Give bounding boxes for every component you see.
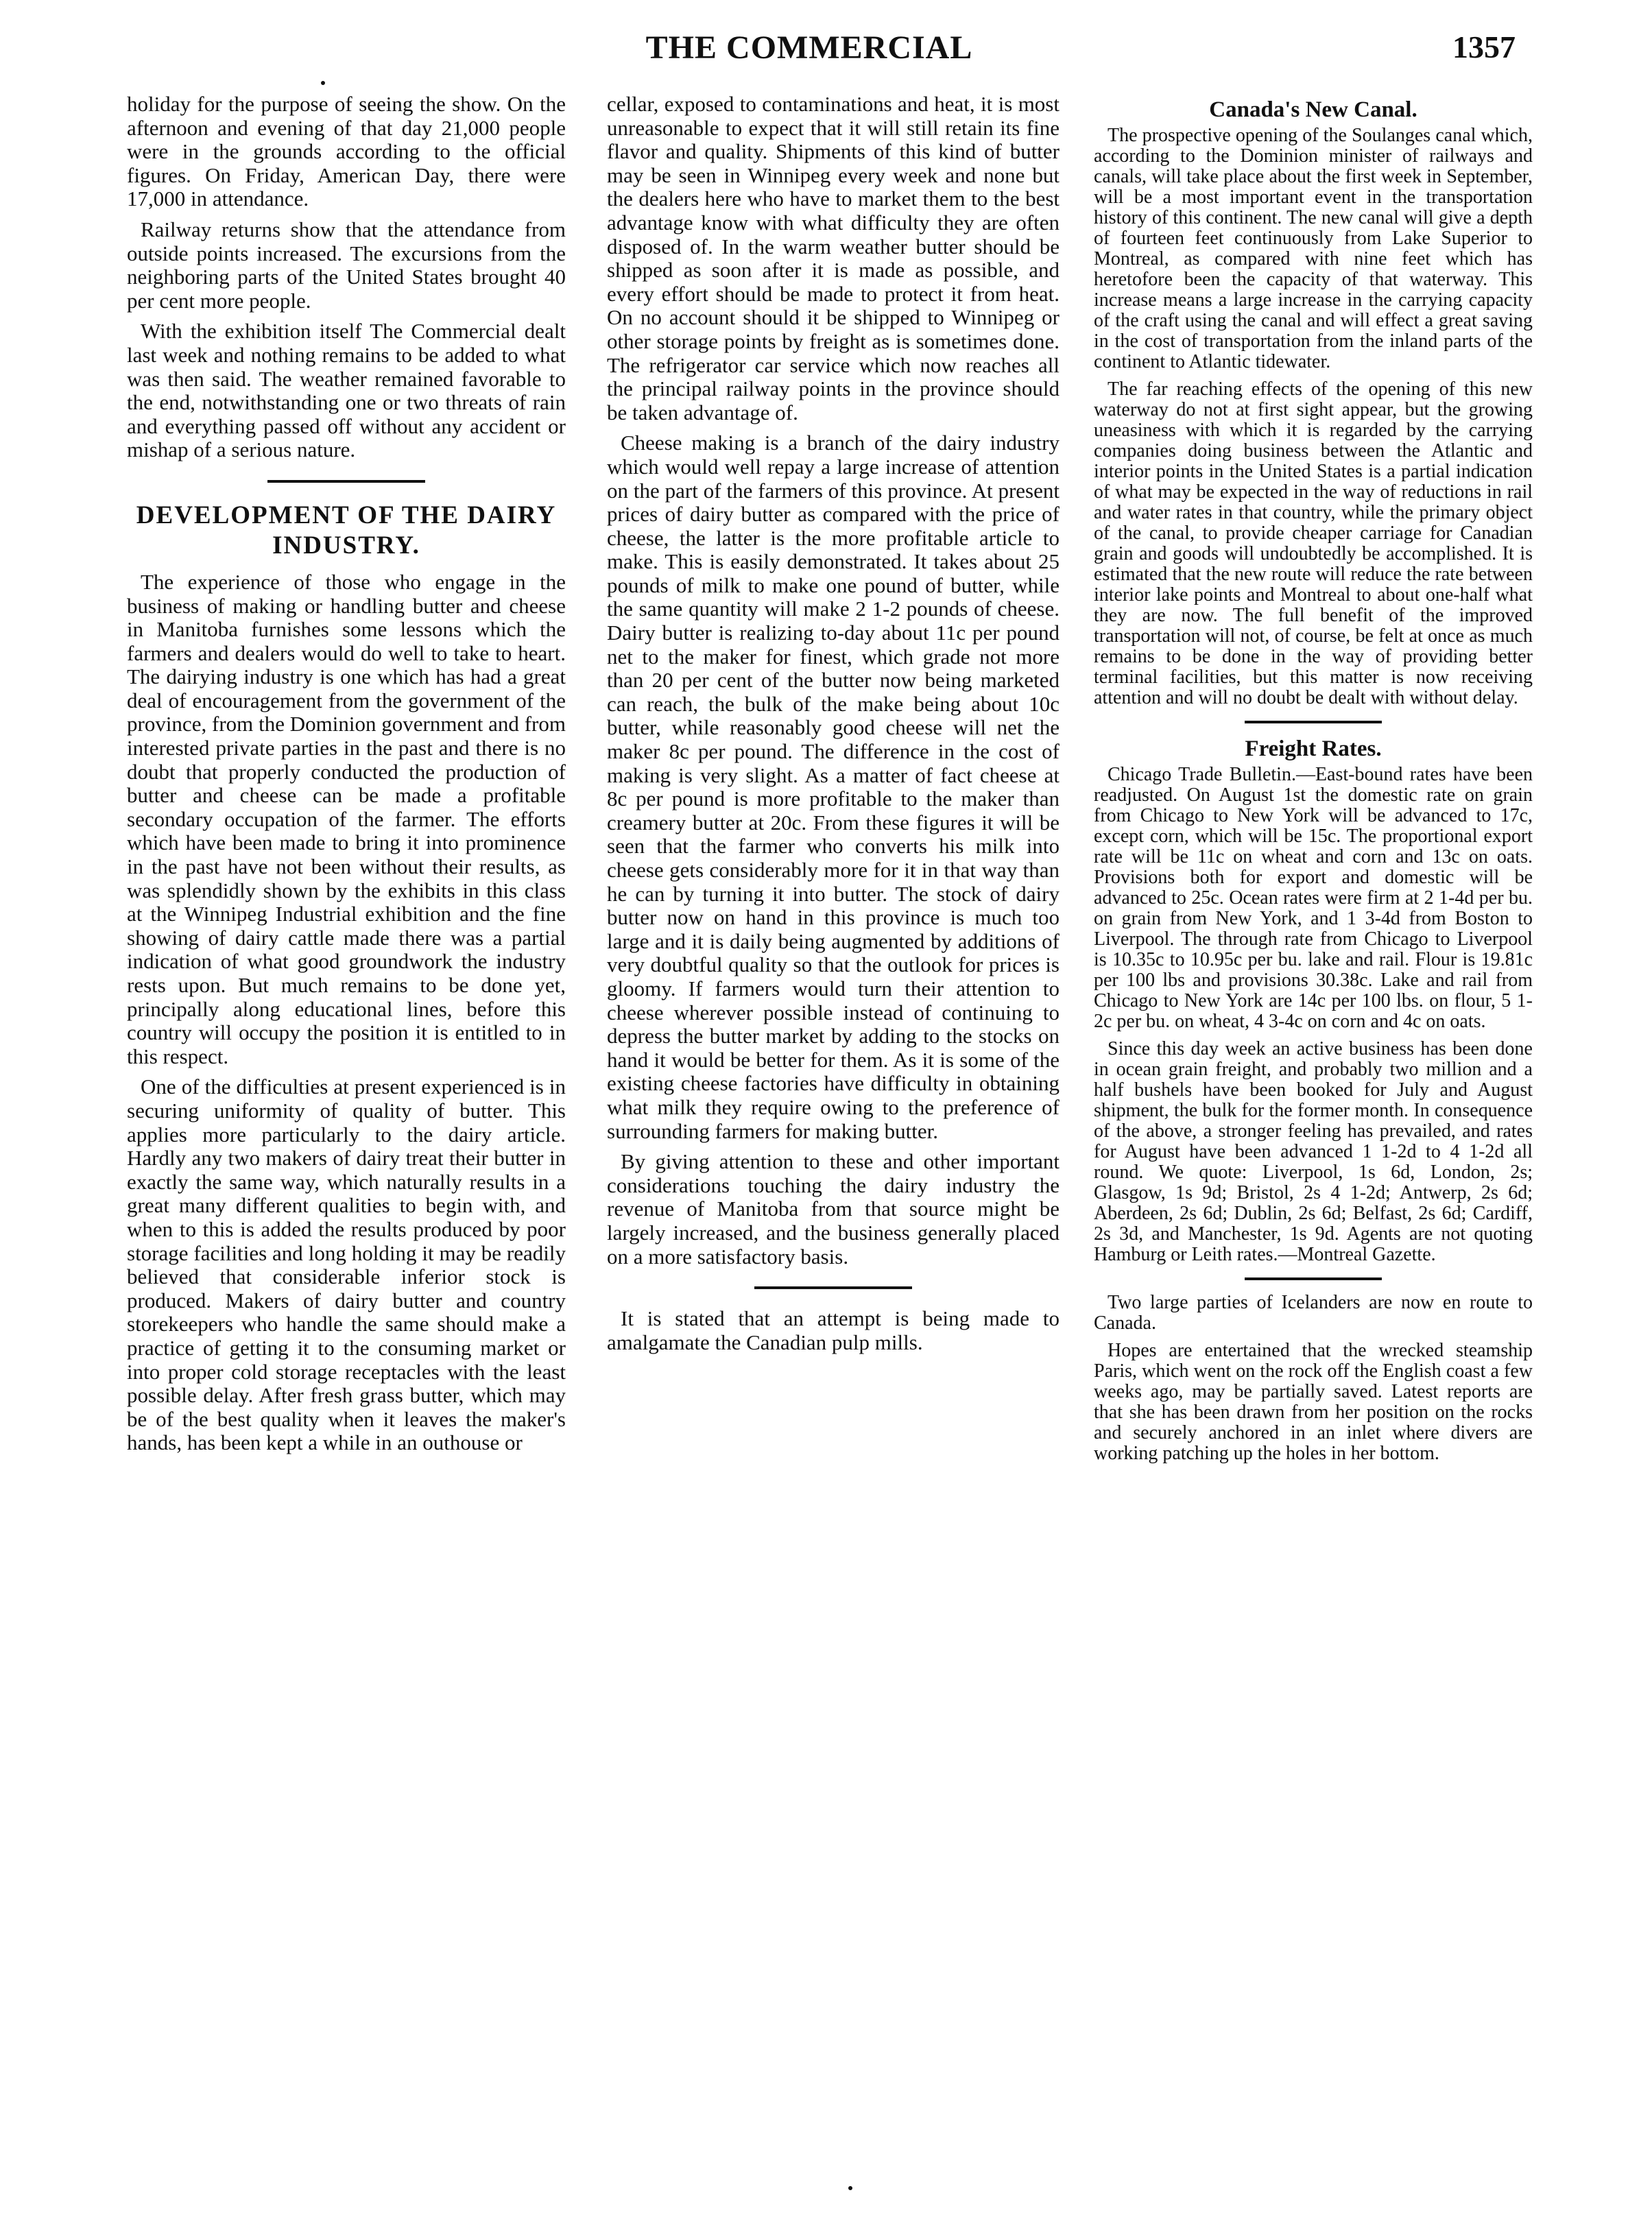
section-divider xyxy=(267,480,425,483)
dairy-paragraph-4: Cheese making is a branch of the dairy industry which would well repay a large increase of attention on the part of the farmers of this province. At present prices of dairy butter as compared with the price of cheese, the latter is the more profitable article to make. This is easily demonstrated. It takes about 25 pounds of milk to make one pound of butter, while the same quantity will make 2 1-2 pounds of cheese. Dairy butter is realizing to-day about 11c per pound net to the maker for finest, which grade not more than 20 per cent of the butter now being marketed can reach, the bulk of the make being about 10c butter, while reasonably good cheese will net the maker 8c per pound. The difference in the cost of making is very slight. As a matter of fact cheese at 8c per pound is more profitable to the maker than creamery butter at 20c. From these figures it will be seen that the farmer who converts his milk into cheese gets considerably more for it in that way than he can by turning it into butter. The stock of dairy butter now on hand in this province is much too large and it is daily being augmented by additions of very doubtful quality so that the outlook for prices is gloomy. If farmers would turn their attention to cheese wherever possible instead of continuing to depress the butter market by adding to the stocks on hand it would be better for them. As it is some of the existing cheese factories have difficulty in obtaining what milk they require owing to the preference of surrounding farmers for making butter. xyxy=(607,431,1060,1143)
dairy-paragraph-1: The experience of those who engage in the business of making or handling butter and cheese in Manitoba furnishes some lessons which the farmers and dealers would do well to take to heart. The dairying industry is one which has had a great deal of encouragement from the government of the province, from the Dominion government and from interested private parties in the past and there is no doubt that properly conducted the production of butter and cheese can be made a profitable secondary occupation of the farmer. The efforts which have been made to bring it into prominence in the past have not been without their results, as was splendidly shown by the exhibits in this class at the Winnipeg Industrial exhibition and the fine showing of dairy cattle made there was a partial indication of what good groundwork the industry rests upon. But much remains to be done yet, principally along educational lines, before this country will occupy the position it is entitled to in this respect. xyxy=(127,569,566,1068)
ink-speck xyxy=(848,2186,852,2190)
ink-speck xyxy=(321,81,325,85)
section-divider xyxy=(1245,721,1382,723)
dairy-paragraph-3: cellar, exposed to contaminations and heat, it is most unreasonable to expect that it will still retain its fine flavor and quality. Shipments of this kind of butter may be seen in Winnipeg every week and none but the dealers here who have to market them to the best advantage know with what difficulty they are often disposed of. In the warm weather butter should be shipped as soon after it is made as possible, and every effort should be made to protect it from heat. On no account should it be shipped to Winnipeg or other storage points by freight as is sometimes done. The refrigerator car service which now reaches all the principal railway points in the province should be taken advantage of. xyxy=(607,92,1060,424)
pulp-mills-note: It is stated that an attempt is being made to amalgamate the Canadian pulp mills. xyxy=(607,1306,1060,1354)
column-3 xyxy=(1094,93,1533,1471)
paris-wreck-note: Hopes are entertained that the wrecked steamship Paris, which went on the rock off the English coast a few weeks ago, may be partially saved. Latest reports are that she has been drawn from her position on the rocks and securely anchored in an inlet where divers are working patching up the holes in her bottom. xyxy=(1094,1340,1533,1464)
column-2 xyxy=(607,93,1060,1361)
canal-paragraph-1: The prospective opening of the Soulanges canal which, according to the Dominion minister of railways and canals, will take place about the first week in September, will be a most important event in the transportation history of this continent. The new canal will give a depth of fourteen feet continuously from Lake Superior to Montreal, as compared with nine feet which has heretofore been the capacity of that waterway. This increase means a large increase in the carrying capacity of the craft using the canal and will effect a great saving in the cost of transportation from the inland parts of the continent to Atlantic tidewater. xyxy=(1094,125,1533,372)
page-header xyxy=(89,29,1529,77)
publication-title: THE COMMERCIAL xyxy=(645,29,973,66)
article-heading-dairy: DEVELOPMENT OF THE DAIRY INDUSTRY. xyxy=(136,501,557,560)
page-number: 1357 xyxy=(1452,29,1516,64)
article-heading-freight: Freight Rates. xyxy=(1245,736,1382,761)
freight-paragraph-2: Since this day week an active business has been done in ocean grain freight, and probably two million and a half bushels have been booked for July and August shipment, the bulk for the former month. In consequence of the above, a stronger feeling has prevailed, and rates for August have been advanced 1 1-2d to 4 1-2d all round. We quote: Liverpool, 1s 6d, London, 2s; Glasgow, 1s 9d; Bristol, 2s 4 1-2d; Antwerp, 2s 6d; Aberdeen, 2s 6d; Dublin, 2s 6d; Belfast, 2s 6d; Cardiff, 2s 3d, and Manchester, 1s 9d. Agents are not quoting Hamburg or Leith rates.—Montreal Gazette. xyxy=(1094,1038,1533,1265)
exhibition-paragraph-2: Railway returns show that the attendance from outside points increased. The excursions from the neighboring parts of the United States brought 40 per cent more people. xyxy=(127,217,566,313)
column-1 xyxy=(127,93,566,1462)
freight-paragraph-1: Chicago Trade Bulletin.—East-bound rates have been readjusted. On August 1st the domestic rate on grain from Chicago to New York will be advanced to 17c, except corn, which will be 15c. The proportional export rate will be 11c on wheat and corn and 13c on oats. Provisions both for export and domestic will be advanced to 25c. Ocean rates were firm at 2 1-4d per bu. on grain from New York, and 1 3-4d from Boston to Liverpool. The through rate from Chicago to Liverpool is 10.35c to 10.95c per bu. lake and rail. Flour is 19.81c per 100 lbs and provisions 30.38c. Lake and rail from Chicago to New York are 14c per 100 lbs. on flour, 5 1-2c per bu. on wheat, 4 3-4c on corn and 4c on oats. xyxy=(1094,764,1533,1032)
canal-paragraph-2: The far reaching effects of the opening of this new waterway do not at first sight appear, but the growing uneasiness with which it is regarded by the carrying companies doing business between the Atlantic and interior points in the United States is a partial indication of what may be expected in the way of reductions in rail and water rates in that country, while the primary object of the canal, to provide cheaper carriage for Canadian grain and goods will undoubtedly be accomplished. It is estimated that the new route will reduce the rate between interior lake points and Montreal to about one-half what they are now. The full benefit of the improved transportation will not, of course, be felt at once as much remains to be done in the way of providing better terminal facilities, but this matter is now receiving attention and will no doubt be dealt with without delay. xyxy=(1094,379,1533,708)
icelanders-note: Two large parties of Icelanders are now en route to Canada. xyxy=(1094,1292,1533,1334)
exhibition-paragraph-3: With the exhibition itself The Commercial dealt last week and nothing remains to be added to what was then said. The weather remained favorable to the end, notwithstanding one or two threats of rain and everything passed off without any accident or mishap of a serious nature. xyxy=(127,319,566,462)
dairy-paragraph-2: One of the difficulties at present experienced is in securing uniformity of quality of butter. This applies more particularly to the dairy article. Hardly any two makers of dairy treat their butter in exactly the same way, which naturally results in a great many different qualities to begin with, and when to this is added the results produced by poor storage facilities and long holding it may be readily believed that considerable inferior stock is produced. Makers of dairy butter and country storekeepers who handle the same should make a practice of getting it to the consuming market or into proper cold storage receptacles with the least possible delay. After fresh grass butter, which may be of the best quality when it leaves the maker's hands, has been kept a while in an outhouse or xyxy=(127,1075,566,1455)
section-divider xyxy=(754,1286,912,1289)
dairy-paragraph-5: By giving attention to these and other important considerations touching the dairy industry the revenue of Manitoba from that source might be largely increased, and the business generally placed on a more satisfactory basis. xyxy=(607,1149,1060,1269)
exhibition-paragraph-1: holiday for the purpose of seeing the show. On the afternoon and evening of that day 21,000 people were in the grounds according to the official figures. On Friday, American Day, there were 17,000 in attendance. xyxy=(127,92,566,211)
article-heading-canal: Canada's New Canal. xyxy=(1209,97,1417,122)
section-divider xyxy=(1245,1277,1382,1280)
